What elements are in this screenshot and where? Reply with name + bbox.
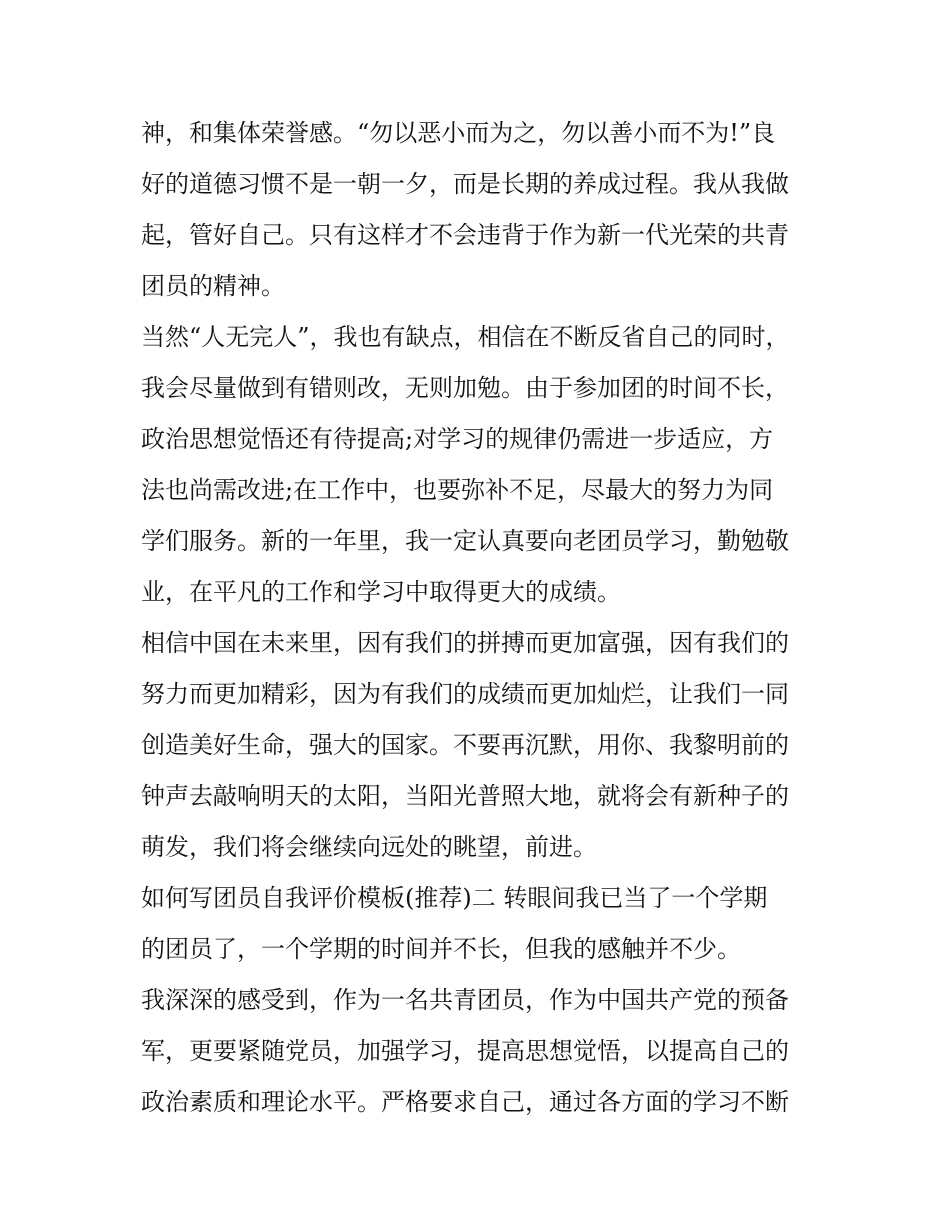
text-line: 政治素质和理论水平。严格要求自己，通过各方面的学习不断 xyxy=(141,1088,789,1116)
text-line: 业，在平凡的工作和学习中取得更大的成绩。 xyxy=(141,578,621,606)
text-line: 创造美好生命，强大的国家。不要再沉默，用你、我黎明前的 xyxy=(141,731,789,759)
text-line: 团员的精神。 xyxy=(141,272,285,300)
text-line: 神，和集体荣誉感。“勿以恶小而为之，勿以善小而不为!”良 xyxy=(141,119,776,147)
text-line: 当然“人无完人”，我也有缺点，相信在不断反省自己的同时， xyxy=(141,323,790,351)
text-line: 如何写团员自我评价模板(推荐)二 转眼间我已当了一个学期 xyxy=(141,884,768,912)
text-line: 我深深的感受到，作为一名共青团员，作为中国共产党的预备 xyxy=(141,986,789,1014)
text-line: 努力而更加精彩，因为有我们的成绩而更加灿烂，让我们一同 xyxy=(141,680,789,708)
text-line: 相信中国在未来里，因有我们的拼搏而更加富强，因有我们的 xyxy=(141,629,789,657)
text-line: 萌发，我们将会继续向远处的眺望，前进。 xyxy=(141,833,597,861)
text-line: 起，管好自己。只有这样才不会违背于作为新一代光荣的共青 xyxy=(141,221,789,249)
text-line: 学们服务。新的一年里，我一定认真要向老团员学习，勤勉敬 xyxy=(141,527,789,555)
text-line: 政治思想觉悟还有待提高;对学习的规律仍需进一步适应，方 xyxy=(141,425,774,453)
text-line: 法也尚需改进;在工作中，也要弥补不足，尽最大的努力为同 xyxy=(141,476,774,504)
text-line: 军，更要紧随党员，加强学习，提高思想觉悟，以提高自己的 xyxy=(141,1037,789,1065)
text-line: 的团员了，一个学期的时间并不长，但我的感触并不少。 xyxy=(141,935,741,963)
text-line: 好的道德习惯不是一朝一夕，而是长期的养成过程。我从我做 xyxy=(141,170,789,198)
text-line: 钟声去敲响明天的太阳，当阳光普照大地，就将会有新种子的 xyxy=(141,782,789,810)
document-body xyxy=(141,108,813,1128)
text-line: 我会尽量做到有错则改，无则加勉。由于参加团的时间不长， xyxy=(141,374,789,402)
